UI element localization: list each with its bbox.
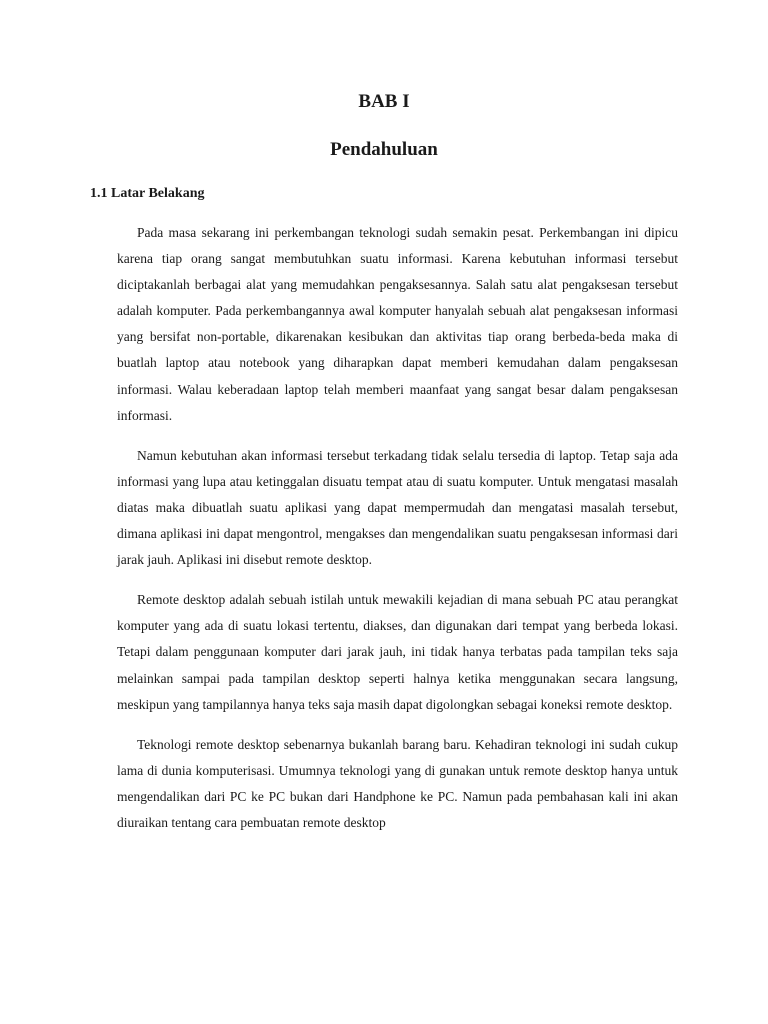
- paragraph-1: Pada masa sekarang ini perkembangan teknologi sudah semakin pesat. Perkembangan ini dipicu karena tiap orang sangat membutuhkan suatu informasi. Karena kebutuhan informasi tersebut diciptakanlah berbagai alat yang memudahkan pengaksesannya. Salah satu alat pengaksesan tersebut adalah komputer. Pada perkembangannya awal komputer hanyalah sebuah alat pengaksesan informasi yang bersifat non-portable, dikarenakan kesibukan dan aktivitas tiap orang berbeda-beda maka di buatlah laptop atau notebook yang diharapkan dapat memberi kemudahan dalam pengaksesan informasi. Walau keberadaan laptop telah memberi maanfaat yang sangat besar dalam pengaksesan informasi.: [117, 225, 678, 423]
- chapter-subtitle: Pendahuluan: [330, 139, 438, 160]
- section-heading: 1.1 Latar Belakang: [90, 186, 205, 201]
- paragraph-2: Namun kebutuhan akan informasi tersebut terkadang tidak selalu tersedia di laptop. Tetap saja ada informasi yang lupa atau ketinggalan disuatu tempat atau di suatu komputer. Untuk mengatasi masalah diatas maka dibuatlah suatu aplikasi yang dapat mempermudah dan mengatasi masalah tersebut, dimana aplikasi ini dapat mengontrol, mengakses dan mengendalikan suatu pengaksesan informasi dari jarak jauh. Aplikasi ini disebut remote desktop.: [117, 447, 678, 568]
- body-text: [117, 220, 678, 850]
- chapter-title: BAB I: [358, 91, 410, 112]
- paragraph-4: Teknologi remote desktop sebenarnya bukanlah barang baru. Kehadiran teknologi ini sudah cukup lama di dunia komputerisasi. Umumnya teknologi yang di gunakan untuk remote desktop hanya untuk mengendalikan dari PC ke PC bukan dari Handphone ke PC. Namun pada pembahasan kali ini akan diuraikan tentang cara pembuatan remote desktop: [117, 736, 678, 830]
- paragraph-3: Remote desktop adalah sebuah istilah untuk mewakili kejadian di mana sebuah PC atau perangkat komputer yang ada di suatu lokasi tertentu, diakses, dan digunakan dari tempat yang berbeda lokasi. Tetapi dalam penggunaan komputer dari jarak jauh, ini tidak hanya terbatas pada tampilan teks saja melainkan sampai pada tampilan desktop seperti halnya ketika menggunakan secara langsung, meskipun yang tampilannya hanya teks saja masih dapat digolongkan sebagai koneksi remote desktop.: [117, 592, 678, 712]
